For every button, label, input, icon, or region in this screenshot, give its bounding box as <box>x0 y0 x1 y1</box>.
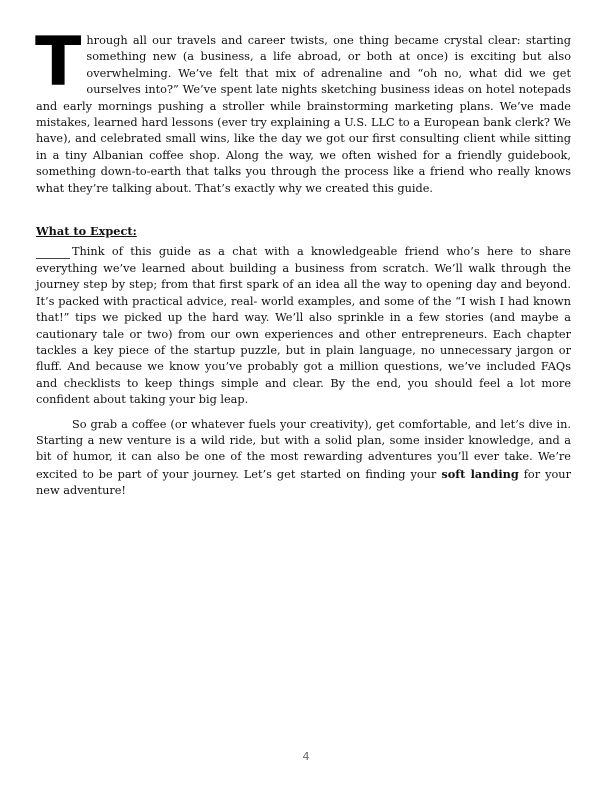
section-paragraph-2 <box>36 417 571 500</box>
section-paragraph-1 <box>36 244 571 408</box>
section-paragraph-2-text-b: for your new adventure! <box>36 467 571 498</box>
intro-paragraph <box>35 23 571 197</box>
section-heading: What to Expect: <box>36 224 137 239</box>
page-content <box>35 23 571 500</box>
soft-landing-bold: soft landing <box>441 466 519 481</box>
section-paragraph-2-text-a: So grab a coffee (or whatever fuels your creativity), get comfortable, and let’s dive in. Starting a new venture is a wild ride, but with a solid plan, some insider knowledge, and a bit of humor, it can also be one of the most rewarding adventures you’ll ever take. We’re excited to be part of your journey. Let’s get started on finding your <box>36 417 571 481</box>
indent-rule <box>36 258 70 259</box>
section-paragraph-1-text: Think of this guide as a chat with a knowledgeable friend who’s here to share everything we’ve learned about building a business from scratch. We’ll walk through the journey step by step; from that first spark of an idea all the way to opening day and beyond. It’s packed with practical advice, real- world examples, and some of the “I wish I had known that!” tips we picked up the hard way. We’ll also sprinkle in a few stories (and maybe a cautionary tale or two) from our own experiences and other entrepreneurs. Each chapter tackles a key piece of the startup puzzle, but in plain language, no unnecessary jargon or fluff. And because we know you’ve probably got a million questions, we’ve included FAQs and checklists to keep things simple and clear. By the end, you should feel a lot more confident about taking your big leap. <box>36 245 571 407</box>
drop-cap-letter: T <box>35 23 82 102</box>
page-number: 4 <box>302 750 310 763</box>
intro-text: hrough all our travels and career twists, one thing became crystal clear: starting something new (a business, a life abroad, or both at once) is exciting but also overwhelming. We’ve felt that mix of adrenaline and “oh no, what did we get ourselves into?” We’ve spent late nights sketching business ideas on hotel notepads and early mornings pushing a stroller while brainstorming marketing plans. We’ve made mistakes, learned hard lessons (ever try explaining a U.S. LLC to a European bank clerk? We have), and celebrated small wins, like the day we got our first consulting client while sitting in a tiny Albanian coffee shop. Along the way, we often wished for a friendly guidebook, something down-to-earth that talks you through the process like a friend who really knows what they’re talking about. That’s exactly why we created this guide. <box>36 34 571 195</box>
